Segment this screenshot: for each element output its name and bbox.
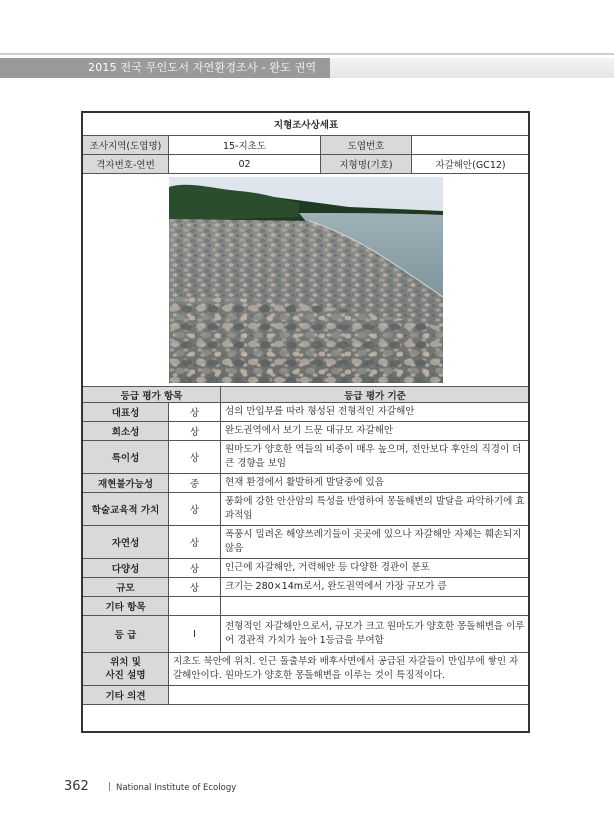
grade-text xyxy=(221,597,530,616)
other-opinion-row xyxy=(83,686,530,705)
grade-item: 학술교육적 가치 xyxy=(83,493,169,526)
landform-value: 자갈해안(GC12) xyxy=(412,155,530,174)
grade-level: 상 xyxy=(169,441,221,474)
grade-text: 크기는 280×14m로서, 완도권역에서 가장 규모가 큼 xyxy=(221,578,530,597)
grade-item: 재현불가능성 xyxy=(83,474,169,493)
other-opinion-label: 기타 의견 xyxy=(83,686,169,705)
header-title: 2015 전국 무인도서 자연환경조사 - 완도 권역 xyxy=(88,61,317,74)
grade-level: 중 xyxy=(169,474,221,493)
survey-area-label: 조사지역(도엽명) xyxy=(83,136,169,155)
grade-level: 상 xyxy=(169,493,221,526)
grade-text: 섬의 만입부를 따라 형성된 전형적인 자갈해안 xyxy=(221,403,530,422)
header-light-bar xyxy=(330,58,614,78)
final-grade-level: Ⅰ xyxy=(169,616,221,653)
page-number: 362 xyxy=(64,779,89,794)
grade-row xyxy=(83,422,530,441)
map-number-label: 도엽번호 xyxy=(321,136,412,155)
grade-level: 상 xyxy=(169,526,221,559)
grade-item: 자연성 xyxy=(83,526,169,559)
grade-criteria-header: 등급 평가 기준 xyxy=(221,387,530,403)
grade-item: 희소성 xyxy=(83,422,169,441)
survey-area-value: 15-지초도 xyxy=(169,136,321,155)
grade-row xyxy=(83,403,530,422)
top-rule xyxy=(0,53,614,55)
grade-text: 폭풍시 밀려온 해양쓰레기들이 곳곳에 있으나 자갈해안 자체는 훼손되지 않음 xyxy=(221,526,530,559)
grid-number-label: 격자번호-연번 xyxy=(83,155,169,174)
other-opinion-text xyxy=(169,686,530,705)
location-text: 지초도 북안에 위치. 인근 돌출부와 배후사면에서 공급된 자갈들이 만입부에 쌓인 자갈해안이다. 원마도가 양호한 몽돌해변을 이루는 것이 특징적이다. xyxy=(169,653,530,686)
location-label: 위치 및 사진 설명 xyxy=(83,653,169,686)
grade-item: 규모 xyxy=(83,578,169,597)
map-number-value xyxy=(412,136,530,155)
footer-org: National Institute of Ecology xyxy=(116,783,237,793)
grade-level: 상 xyxy=(169,578,221,597)
grade-text: 원마도가 양호한 역들의 비중이 매우 높으며, 전안보다 후안의 직경이 더 큰 경향을 보임 xyxy=(221,441,530,474)
grade-text: 현재 환경에서 활발하게 발달중에 있음 xyxy=(221,474,530,493)
grade-text: 인근에 자갈해안, 거력해안 등 다양한 경관이 분포 xyxy=(221,559,530,578)
landform-label: 지형명(기호) xyxy=(321,155,412,174)
final-grade-row xyxy=(83,616,530,653)
grade-text: 완도권역에서 보기 드문 대규모 자갈해안 xyxy=(221,422,530,441)
grade-level xyxy=(169,597,221,616)
grade-item: 기타 항목 xyxy=(83,597,169,616)
grade-row xyxy=(83,526,530,559)
grade-item: 다양성 xyxy=(83,559,169,578)
location-row xyxy=(83,653,530,686)
grade-row xyxy=(83,441,530,474)
photo-cell xyxy=(83,174,530,387)
sheet-title: 지형조사상세표 xyxy=(83,113,530,136)
footer-separator: | xyxy=(108,782,112,792)
final-grade-item: 등 급 xyxy=(83,616,169,653)
survey-table xyxy=(82,112,530,705)
final-grade-text: 전형적인 자갈해안으로서, 규모가 크고 원마도가 양호한 몽돌해변을 이루어 경관적 가치가 높아 1등급을 부여함 xyxy=(221,616,530,653)
grade-level: 상 xyxy=(169,422,221,441)
grid-number-value: 02 xyxy=(169,155,321,174)
grade-row xyxy=(83,493,530,526)
grade-row xyxy=(83,474,530,493)
grade-row xyxy=(83,597,530,616)
grade-row xyxy=(83,578,530,597)
grade-row xyxy=(83,559,530,578)
grade-item: 대표성 xyxy=(83,403,169,422)
grade-item-header: 등급 평가 항목 xyxy=(83,387,221,403)
grade-level: 상 xyxy=(169,403,221,422)
grade-text: 풍화에 강한 안산암의 특성을 반영하여 몽돌해변의 발달을 파악하기에 효과적임 xyxy=(221,493,530,526)
pebble-beach-photo xyxy=(169,177,443,383)
grade-item: 특이성 xyxy=(83,441,169,474)
grade-level: 상 xyxy=(169,559,221,578)
